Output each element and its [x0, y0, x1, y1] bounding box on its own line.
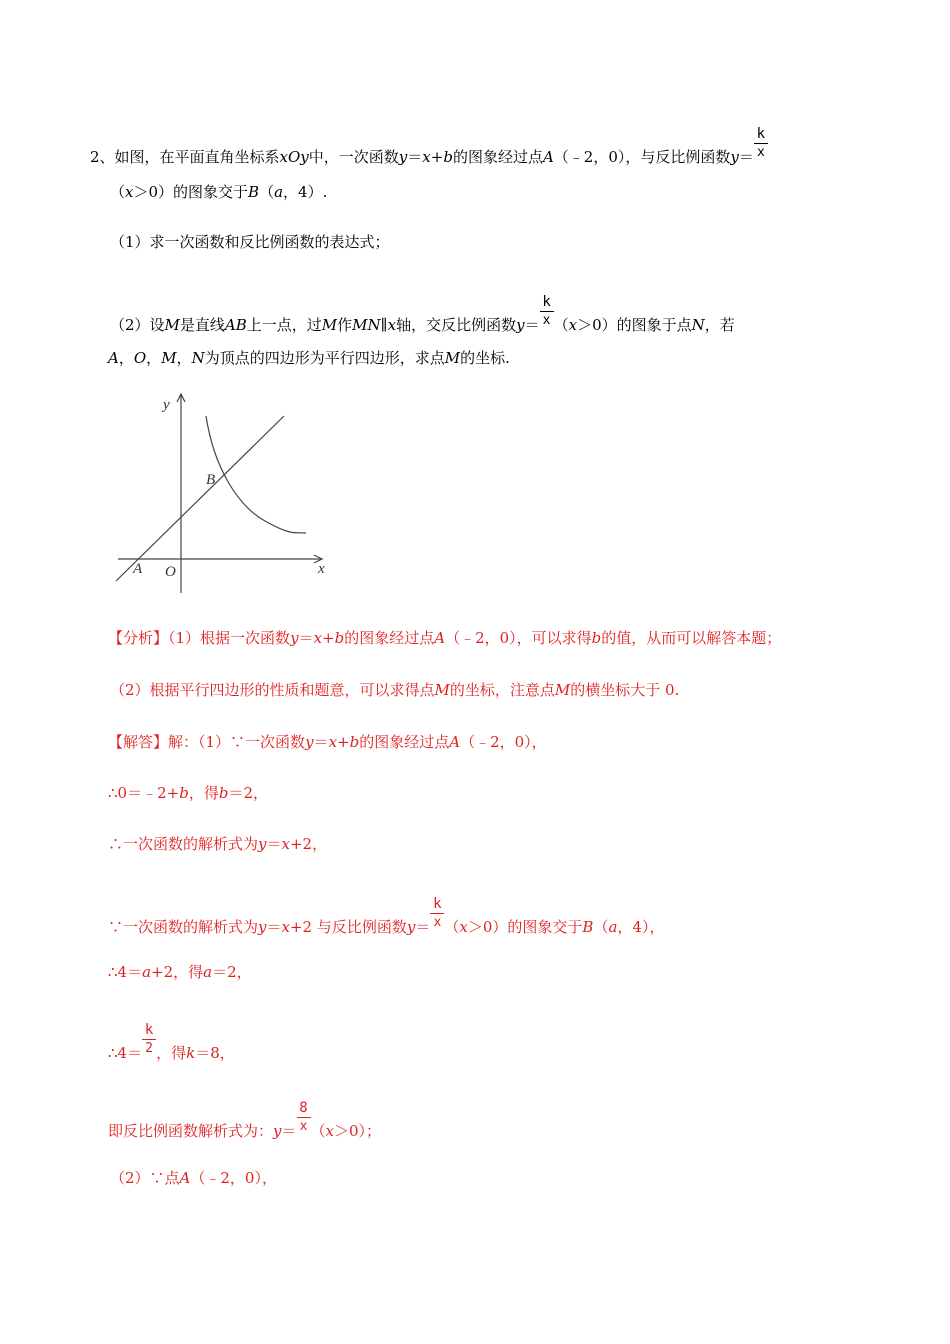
- italic-var: A: [542, 148, 554, 166]
- text: ＝: [407, 148, 423, 166]
- answer-line-6: [108, 1022, 235, 1063]
- italic-var: a: [608, 918, 618, 936]
- text: （: [259, 183, 275, 201]
- text: 轴，交反比例函数: [396, 316, 517, 334]
- italic-var: y: [290, 629, 299, 647]
- text: 是直线: [179, 316, 225, 334]
- italic-var: xOy: [279, 148, 309, 166]
- text: （﹣2，0），可以求得: [445, 629, 592, 647]
- fraction-denominator: x: [542, 313, 551, 328]
- question-part-1: [110, 232, 390, 252]
- text: （1）求一次函数和反比例函数的表达式；: [110, 233, 390, 251]
- italic-var: AB: [224, 316, 247, 334]
- italic-var: x: [281, 918, 290, 936]
- text: （1）根据一次函数: [168, 629, 291, 647]
- text: ，若: [704, 316, 735, 334]
- text: （﹣2，0），: [460, 733, 547, 751]
- text: ，: [118, 349, 134, 367]
- italic-var: M: [321, 316, 338, 334]
- text: 解：（1）∵一次函数: [168, 733, 306, 751]
- italic-var: MN: [352, 316, 381, 334]
- fraction-denominator: x: [433, 915, 442, 930]
- answer-line-2: [108, 783, 268, 803]
- text: ＝8，: [195, 1044, 235, 1062]
- text: ＞0）的图象交于: [467, 918, 583, 936]
- italic-var: B: [248, 183, 260, 201]
- fraction-8-over-x: [297, 1100, 311, 1136]
- fraction-denominator: 2: [145, 1041, 153, 1056]
- text: 的坐标.: [460, 349, 510, 367]
- answer-line-8: [110, 1168, 277, 1188]
- italic-var: b: [218, 784, 229, 802]
- italic-var: y: [258, 835, 267, 853]
- italic-var: M: [444, 349, 461, 367]
- analysis-line-2: [110, 680, 679, 700]
- answer-line-4: [108, 896, 665, 937]
- text: +2，: [289, 835, 328, 853]
- analysis-tag: 【分析】: [108, 629, 169, 647]
- fraction-numerator: k: [754, 127, 768, 144]
- italic-var: N: [191, 349, 205, 367]
- inverse-proportion-curve: [206, 416, 306, 533]
- italic-var: x: [325, 1122, 334, 1140]
- italic-var: y: [273, 1122, 282, 1140]
- question-line-2: [110, 182, 327, 202]
- text: ＞0）的图象于点: [577, 316, 692, 334]
- function-graph-figure: [108, 388, 338, 598]
- fraction-k-over-x: [754, 126, 768, 162]
- text: ＝2，: [228, 784, 268, 802]
- text: ＝: [524, 316, 540, 334]
- text: ，得: [188, 784, 219, 802]
- text: （﹣2，0），与反比例函数: [553, 148, 731, 166]
- text: （2）根据平行四边形的性质和题意，可以求得点: [110, 681, 435, 699]
- text: （: [310, 1122, 326, 1140]
- italic-var: y: [406, 918, 416, 936]
- italic-var: b: [179, 784, 189, 802]
- text: （: [553, 316, 569, 334]
- italic-var: x: [387, 316, 397, 334]
- fraction-k-over-x: [540, 294, 554, 330]
- text: 上一点，过: [246, 316, 322, 334]
- fraction-numerator: k: [142, 1023, 156, 1040]
- linear-function-line: [116, 416, 284, 581]
- text: ＝: [313, 733, 329, 751]
- answer-line-1: [108, 732, 547, 752]
- text: +2，得: [151, 963, 204, 981]
- question-part-2-line-1: [110, 294, 735, 335]
- italic-var: a: [142, 963, 152, 981]
- italic-var: A: [449, 733, 461, 751]
- italic-var: A: [179, 1169, 191, 1187]
- italic-var: y: [398, 148, 408, 166]
- text: 的坐标，注意点: [449, 681, 555, 699]
- italic-var: O: [133, 349, 147, 367]
- question-part-2-line-2: [108, 348, 510, 368]
- italic-var: b: [591, 629, 602, 647]
- fraction-denominator: x: [299, 1119, 308, 1134]
- text: （: [593, 918, 609, 936]
- answer-line-7: [108, 1100, 382, 1141]
- italic-var: x: [125, 183, 134, 201]
- italic-var: x: [281, 835, 290, 853]
- italic-var: y: [730, 148, 739, 166]
- text: +2 与反比例函数: [289, 918, 407, 936]
- text: ∥: [380, 316, 388, 334]
- text: （﹣2，0），: [190, 1169, 277, 1187]
- answer-line-3: [108, 834, 327, 854]
- text: 作: [337, 316, 353, 334]
- text: ∴4＝: [108, 963, 143, 981]
- italic-var: A: [434, 629, 446, 647]
- question-line-1: [90, 126, 768, 167]
- fraction-numerator: 8: [297, 1101, 311, 1118]
- italic-var: x: [459, 918, 468, 936]
- text: 中，一次函数: [308, 148, 399, 166]
- text: （: [110, 183, 126, 201]
- text: ＞0）；: [334, 1122, 382, 1140]
- text: 2、如图，在平面直角坐标系: [90, 148, 280, 166]
- text: 的值，从而可以解答本题；: [601, 629, 782, 647]
- text: ，: [146, 349, 162, 367]
- label-B: B: [206, 472, 216, 488]
- text: 的横坐标大于 0.: [570, 681, 680, 699]
- text: ＝2，: [212, 963, 252, 981]
- fraction-numerator: k: [540, 295, 554, 312]
- text: ∴一次函数的解析式为: [108, 835, 259, 853]
- italic-var: M: [434, 681, 450, 699]
- fraction-numerator: k: [430, 897, 444, 914]
- text: ，4）.: [283, 183, 328, 201]
- text: ∵一次函数的解析式为: [108, 918, 259, 936]
- text: 为顶点的四边形为平行四边形，求点: [204, 349, 445, 367]
- answer-tag: 【解答】: [108, 733, 169, 751]
- italic-var: a: [274, 183, 284, 201]
- text: 的图象经过点: [452, 148, 543, 166]
- text: 即反比例函数解析式为：: [108, 1122, 274, 1140]
- fraction-k-over-2: [142, 1022, 156, 1058]
- text: ，: [176, 349, 192, 367]
- italic-var: A: [108, 349, 119, 367]
- text: ＝: [266, 835, 282, 853]
- italic-var: a: [203, 963, 213, 981]
- text: （2）∵点: [110, 1169, 180, 1187]
- text: ＝: [415, 918, 431, 936]
- text: 的图象经过点: [359, 733, 450, 751]
- italic-var: y: [258, 918, 267, 936]
- label-y: y: [163, 397, 170, 413]
- label-x: x: [318, 561, 325, 577]
- italic-var: N: [691, 316, 705, 334]
- text: 的图象经过点: [344, 629, 435, 647]
- label-A: A: [133, 561, 143, 577]
- text: （: [444, 918, 460, 936]
- text: ，4），: [617, 918, 665, 936]
- italic-var: B: [582, 918, 594, 936]
- italic-var: M: [164, 316, 180, 334]
- text: ，得: [156, 1044, 187, 1062]
- italic-var: M: [161, 349, 177, 367]
- text: ＞0）的图象交于: [133, 183, 249, 201]
- italic-var: x+b: [422, 148, 453, 166]
- italic-var: x: [568, 316, 578, 334]
- text: ＝: [266, 918, 282, 936]
- fraction-k-over-x: [430, 896, 444, 932]
- label-O: O: [165, 564, 176, 580]
- analysis-line-1: [108, 628, 781, 648]
- text: ∴4＝: [108, 1044, 143, 1062]
- answer-line-5: [108, 962, 252, 982]
- fraction-denominator: x: [756, 145, 765, 160]
- text: ∴0＝﹣2+: [108, 784, 180, 802]
- italic-var: x+b: [313, 629, 345, 647]
- italic-var: y: [516, 316, 525, 334]
- text: （2）设: [110, 316, 165, 334]
- italic-var: M: [554, 681, 571, 699]
- text: ＝: [298, 629, 314, 647]
- text: ＝: [281, 1122, 297, 1140]
- italic-var: x+b: [328, 733, 360, 751]
- text: ＝: [738, 148, 754, 166]
- italic-var: k: [186, 1044, 196, 1062]
- italic-var: y: [305, 733, 314, 751]
